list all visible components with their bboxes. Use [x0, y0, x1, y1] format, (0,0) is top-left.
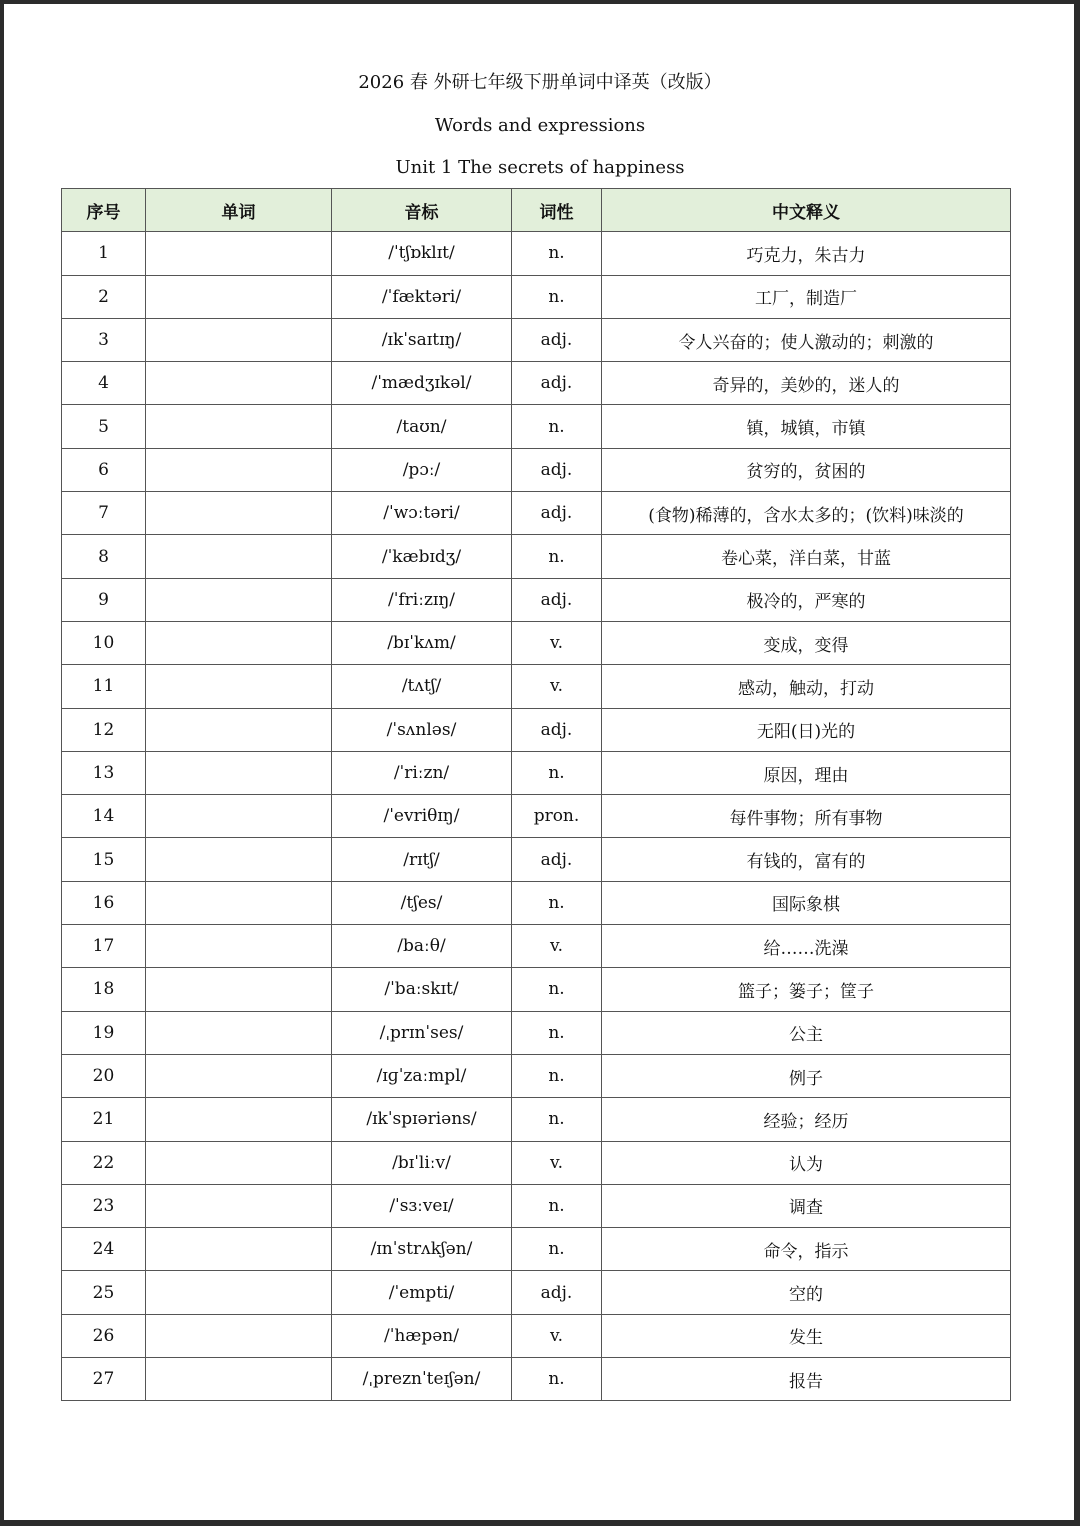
row-number-cell: 18 — [62, 968, 146, 1011]
part-of-speech-cell: adj. — [512, 492, 602, 535]
part-of-speech-cell: n. — [512, 1054, 602, 1097]
meaning-cell: 每件事物；所有事物 — [602, 795, 1011, 838]
column-header-phonetic: 音标 — [332, 189, 512, 232]
word-answer-cell — [146, 232, 332, 275]
meaning-cell: 令人兴奋的；使人激动的；刺激的 — [602, 318, 1011, 361]
row-number-cell: 15 — [62, 838, 146, 881]
row-number-cell: 3 — [62, 318, 146, 361]
table-row — [62, 621, 1011, 664]
part-of-speech-cell: v. — [512, 1141, 602, 1184]
meaning-cell: 卷心菜，洋白菜，甘蓝 — [602, 535, 1011, 578]
word-answer-cell — [146, 838, 332, 881]
table-body — [62, 232, 1011, 1401]
word-answer-cell — [146, 318, 332, 361]
unit-title: Unit 1 The secrets of happiness — [395, 157, 685, 178]
word-answer-cell — [146, 968, 332, 1011]
table-row — [62, 448, 1011, 491]
meaning-cell: 奇异的，美妙的，迷人的 — [602, 362, 1011, 405]
column-header-part-of-speech: 词性 — [512, 189, 602, 232]
table-row — [62, 665, 1011, 708]
phonetic-cell: /ˈsʌnləs/ — [332, 708, 512, 751]
table-row — [62, 881, 1011, 924]
phonetic-cell: /ˈevriθɪŋ/ — [332, 795, 512, 838]
meaning-cell: 经验；经历 — [602, 1098, 1011, 1141]
table-row — [62, 405, 1011, 448]
table-row — [62, 275, 1011, 318]
vocabulary-table — [61, 188, 1011, 1401]
table-row — [62, 232, 1011, 275]
row-number-cell: 2 — [62, 275, 146, 318]
phonetic-cell: /ˈwɔːtəri/ — [332, 492, 512, 535]
part-of-speech-cell: n. — [512, 1184, 602, 1227]
table-row — [62, 925, 1011, 968]
word-answer-cell — [146, 535, 332, 578]
row-number-cell: 13 — [62, 751, 146, 794]
meaning-cell: 报告 — [602, 1358, 1011, 1401]
row-number-cell: 6 — [62, 448, 146, 491]
part-of-speech-cell: n. — [512, 1228, 602, 1271]
meaning-cell: 篮子；篓子；筐子 — [602, 968, 1011, 1011]
phonetic-cell: /ˈhæpən/ — [332, 1314, 512, 1357]
meaning-cell: 贫穷的，贫困的 — [602, 448, 1011, 491]
phonetic-cell: /baːθ/ — [332, 925, 512, 968]
meaning-cell: 工厂，制造厂 — [602, 275, 1011, 318]
row-number-cell: 7 — [62, 492, 146, 535]
row-number-cell: 14 — [62, 795, 146, 838]
table-row — [62, 1141, 1011, 1184]
document-title: 2026 春 外研七年级下册单词中译英（改版） — [358, 72, 722, 93]
word-answer-cell — [146, 1228, 332, 1271]
row-number-cell: 8 — [62, 535, 146, 578]
row-number-cell: 21 — [62, 1098, 146, 1141]
meaning-cell: 认为 — [602, 1141, 1011, 1184]
phonetic-cell: /ˌpreznˈteɪʃən/ — [332, 1358, 512, 1401]
table-row — [62, 751, 1011, 794]
meaning-cell: 发生 — [602, 1314, 1011, 1357]
part-of-speech-cell: v. — [512, 621, 602, 664]
meaning-cell: 极冷的，严寒的 — [602, 578, 1011, 621]
phonetic-cell: /bɪˈliːv/ — [332, 1141, 512, 1184]
part-of-speech-cell: adj. — [512, 318, 602, 361]
word-answer-cell — [146, 665, 332, 708]
part-of-speech-cell: v. — [512, 925, 602, 968]
word-answer-cell — [146, 881, 332, 924]
part-of-speech-cell: adj. — [512, 362, 602, 405]
phonetic-cell: /ˈkæbɪdʒ/ — [332, 535, 512, 578]
row-number-cell: 16 — [62, 881, 146, 924]
row-number-cell: 25 — [62, 1271, 146, 1314]
row-number-cell: 17 — [62, 925, 146, 968]
phonetic-cell: /rɪtʃ/ — [332, 838, 512, 881]
word-answer-cell — [146, 1358, 332, 1401]
phonetic-cell: /bɪˈkʌm/ — [332, 621, 512, 664]
meaning-cell: 例子 — [602, 1054, 1011, 1097]
part-of-speech-cell: adj. — [512, 448, 602, 491]
phonetic-cell: /ˈfæktəri/ — [332, 275, 512, 318]
part-of-speech-cell: n. — [512, 535, 602, 578]
phonetic-cell: /ˈsɜːveɪ/ — [332, 1184, 512, 1227]
word-answer-cell — [146, 1184, 332, 1227]
word-answer-cell — [146, 1141, 332, 1184]
phonetic-cell: /ˈmædʒɪkəl/ — [332, 362, 512, 405]
row-number-cell: 19 — [62, 1011, 146, 1054]
section-subtitle: Words and expressions — [434, 115, 646, 136]
phonetic-cell: /ɪɡˈzaːmpl/ — [332, 1054, 512, 1097]
phonetic-cell: /ˈempti/ — [332, 1271, 512, 1314]
row-number-cell: 22 — [62, 1141, 146, 1184]
meaning-cell: 无阳(日)光的 — [602, 708, 1011, 751]
part-of-speech-cell: v. — [512, 1314, 602, 1357]
row-number-cell: 27 — [62, 1358, 146, 1401]
meaning-cell: 原因，理由 — [602, 751, 1011, 794]
part-of-speech-cell: pron. — [512, 795, 602, 838]
row-number-cell: 23 — [62, 1184, 146, 1227]
part-of-speech-cell: n. — [512, 1098, 602, 1141]
word-answer-cell — [146, 1011, 332, 1054]
table-row — [62, 535, 1011, 578]
phonetic-cell: /ˌprɪnˈses/ — [332, 1011, 512, 1054]
table-row — [62, 1098, 1011, 1141]
table-row — [62, 1184, 1011, 1227]
meaning-cell: 国际象棋 — [602, 881, 1011, 924]
phonetic-cell: /ɪkˈspɪəriəns/ — [332, 1098, 512, 1141]
table-row — [62, 795, 1011, 838]
word-answer-cell — [146, 492, 332, 535]
part-of-speech-cell: n. — [512, 1011, 602, 1054]
word-answer-cell — [146, 578, 332, 621]
column-header-number: 序号 — [62, 189, 146, 232]
word-answer-cell — [146, 275, 332, 318]
part-of-speech-cell: n. — [512, 881, 602, 924]
part-of-speech-cell: adj. — [512, 578, 602, 621]
part-of-speech-cell: adj. — [512, 838, 602, 881]
row-number-cell: 10 — [62, 621, 146, 664]
word-answer-cell — [146, 751, 332, 794]
word-answer-cell — [146, 708, 332, 751]
meaning-cell: 镇，城镇，市镇 — [602, 405, 1011, 448]
word-answer-cell — [146, 1098, 332, 1141]
row-number-cell: 1 — [62, 232, 146, 275]
phonetic-cell: /ˈtʃɒklɪt/ — [332, 232, 512, 275]
part-of-speech-cell: n. — [512, 275, 602, 318]
column-header-meaning: 中文释义 — [602, 189, 1011, 232]
part-of-speech-cell: n. — [512, 751, 602, 794]
row-number-cell: 20 — [62, 1054, 146, 1097]
table-row — [62, 318, 1011, 361]
phonetic-cell: /ˈriːzn/ — [332, 751, 512, 794]
meaning-cell: 感动，触动，打动 — [602, 665, 1011, 708]
word-answer-cell — [146, 1314, 332, 1357]
meaning-cell: 命令，指示 — [602, 1228, 1011, 1271]
row-number-cell: 24 — [62, 1228, 146, 1271]
table-row — [62, 1054, 1011, 1097]
part-of-speech-cell: n. — [512, 968, 602, 1011]
word-answer-cell — [146, 362, 332, 405]
word-answer-cell — [146, 405, 332, 448]
part-of-speech-cell: n. — [512, 1358, 602, 1401]
word-answer-cell — [146, 925, 332, 968]
meaning-cell: 空的 — [602, 1271, 1011, 1314]
word-answer-cell — [146, 795, 332, 838]
part-of-speech-cell: n. — [512, 232, 602, 275]
table-row — [62, 578, 1011, 621]
part-of-speech-cell: adj. — [512, 1271, 602, 1314]
table-row — [62, 362, 1011, 405]
table-row — [62, 1358, 1011, 1401]
phonetic-cell: /tʃes/ — [332, 881, 512, 924]
part-of-speech-cell: n. — [512, 405, 602, 448]
phonetic-cell: /ˈbaːskɪt/ — [332, 968, 512, 1011]
row-number-cell: 4 — [62, 362, 146, 405]
phonetic-cell: /pɔː/ — [332, 448, 512, 491]
table-header-row — [62, 189, 1011, 232]
meaning-cell: 公主 — [602, 1011, 1011, 1054]
word-answer-cell — [146, 1054, 332, 1097]
part-of-speech-cell: adj. — [512, 708, 602, 751]
table-row — [62, 708, 1011, 751]
word-answer-cell — [146, 448, 332, 491]
meaning-cell: 巧克力，朱古力 — [602, 232, 1011, 275]
part-of-speech-cell: v. — [512, 665, 602, 708]
table-row — [62, 1314, 1011, 1357]
table-row — [62, 1228, 1011, 1271]
phonetic-cell: /ɪkˈsaɪtɪŋ/ — [332, 318, 512, 361]
table-row — [62, 838, 1011, 881]
meaning-cell: (食物)稀薄的，含水太多的；(饮料)味淡的 — [602, 492, 1011, 535]
column-header-word: 单词 — [146, 189, 332, 232]
phonetic-cell: /taʊn/ — [332, 405, 512, 448]
table-row — [62, 1011, 1011, 1054]
meaning-cell: 调查 — [602, 1184, 1011, 1227]
word-answer-cell — [146, 621, 332, 664]
row-number-cell: 11 — [62, 665, 146, 708]
meaning-cell: 变成，变得 — [602, 621, 1011, 664]
phonetic-cell: /ˈfriːzɪŋ/ — [332, 578, 512, 621]
row-number-cell: 26 — [62, 1314, 146, 1357]
phonetic-cell: /ɪnˈstrʌkʃən/ — [332, 1228, 512, 1271]
table-row — [62, 492, 1011, 535]
row-number-cell: 5 — [62, 405, 146, 448]
row-number-cell: 12 — [62, 708, 146, 751]
phonetic-cell: /tʌtʃ/ — [332, 665, 512, 708]
meaning-cell: 给……洗澡 — [602, 925, 1011, 968]
meaning-cell: 有钱的，富有的 — [602, 838, 1011, 881]
word-answer-cell — [146, 1271, 332, 1314]
table-row — [62, 1271, 1011, 1314]
table-row — [62, 968, 1011, 1011]
row-number-cell: 9 — [62, 578, 146, 621]
